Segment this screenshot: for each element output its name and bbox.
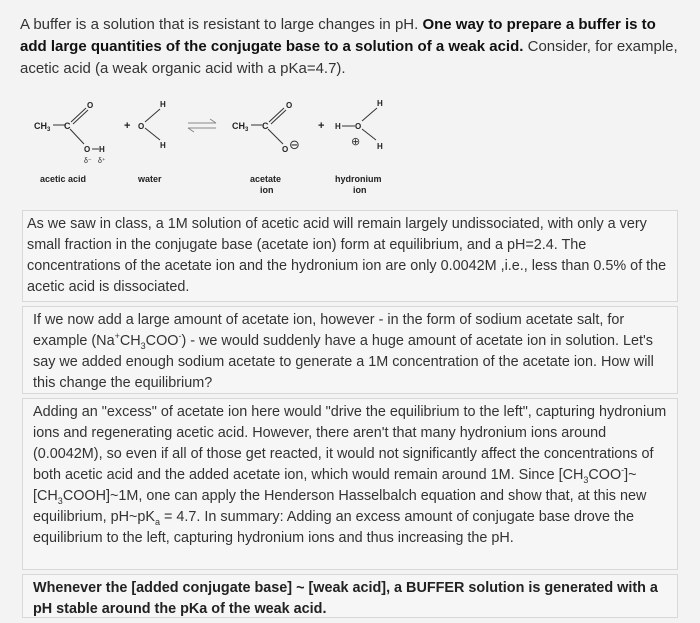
label-acetic-acid: acetic acid: [40, 174, 87, 184]
label-hydronium-ion: ion: [353, 185, 367, 195]
label-water: water: [138, 174, 162, 184]
intro-bold-text: One way to prepare a buffer is to add large quantities of the conjugate base to a solution of a weak acid.: [20, 16, 656, 55]
text-run: If we now add a large amount of acetate ion, however - in the form of sodium acetate salt, for example (Na: [33, 312, 625, 349]
hydronium-o: O: [355, 122, 362, 131]
superscript: +: [114, 331, 120, 342]
subscript: 3: [140, 340, 146, 351]
double-bond: [271, 110, 286, 124]
text-run: Adding an "excess" of acetate ion here would "drive the equilibrium to the left", capturing hydronium ions and regenerating acetic acid. However, there aren't that many hydronium ions around (0.0042M), so even if all of those get reacted, it would not significantly affect the concentrations of both acetic acid and the added acetate ion, which would remain around 1M. Since [CH: [33, 404, 667, 483]
text-run: COOH]~1M, one can apply the Henderson Hasselbalch equation and show that, at this new equilibrium, pH~pK: [33, 488, 647, 525]
text-run: COO: [588, 467, 622, 483]
bond: [70, 129, 84, 144]
subscript: a: [154, 516, 160, 527]
reaction-diagram: [0, 88, 420, 208]
subscript: 3: [583, 474, 589, 485]
superscript: -: [178, 331, 182, 342]
label-acetate: acetate: [250, 174, 282, 184]
hydronium-h-left: H: [335, 122, 341, 131]
plus-sign-2: +: [318, 120, 325, 132]
paragraph-dissociation: [22, 210, 678, 302]
superscript: -: [621, 465, 625, 476]
double-bond: [71, 108, 86, 122]
water-o: O: [138, 122, 145, 131]
hydronium-h-bottom: H: [377, 142, 383, 151]
double-bond: [73, 110, 88, 124]
acetate-o-top: O: [286, 101, 293, 110]
acetic-c: C: [64, 121, 71, 131]
equilibrium-arrow: [188, 119, 216, 132]
bond: [268, 129, 283, 144]
paragraph-dissociation-text: As we saw in class, a 1M solution of acetic acid will remain largely undissociated, with only a very small fraction in the conjugate base (acetate ion) form at equilibrium, and a pH=2.4. The concentrations of the acetate ion and the hydronium ion are only 0.0042M ,i.e., less than 0.5% of the acetic acid is dissociated.: [27, 216, 667, 295]
acetic-ch3: $CH_3$: [34, 121, 51, 133]
bond: [362, 108, 377, 121]
paragraph-equilibrium-shift: [22, 398, 678, 570]
hydronium-h-top: H: [377, 99, 383, 108]
acetic-o-top: O: [87, 101, 94, 110]
label-hydronium: hydronium: [335, 174, 382, 184]
paragraph-conclusion: [22, 574, 678, 618]
intro-text-end: Consider, for example, acetic acid (a weak organic acid with a pKa=4.7).: [20, 38, 678, 77]
minus-charge-icon: ⊖: [289, 137, 300, 152]
text-run: ]~[CH: [33, 467, 637, 504]
acetate-o-bottom: O: [282, 145, 289, 154]
text-run: = 4.7. In summary: Adding an excess amount of conjugate base drove the equilibrium to the left, capturing hydronium ions and thus increasing the pH.: [33, 509, 634, 546]
double-bond: [269, 108, 284, 122]
delta-plus: δ⁺: [98, 158, 106, 165]
paragraph-conclusion-text: Whenever the [added conjugate base] ~ [weak acid], a BUFFER solution is generated with a pH stable around the pKa of the weak acid.: [33, 580, 658, 617]
plus-charge-icon: ⊕: [351, 136, 361, 148]
paragraph-add-acetate: [22, 306, 678, 394]
label-acetate-ion: ion: [260, 185, 274, 195]
intro-paragraph: [20, 14, 684, 80]
subscript: 3: [57, 495, 63, 506]
text-run: ) - we would suddenly have a huge amount of acetate ion in solution. Let's say we added enough sodium acetate to generate a 1M concentration of the acetate ion. How will this change the equilibrium?: [33, 333, 654, 391]
bond: [145, 128, 160, 140]
acetate-c: C: [262, 121, 269, 131]
intro-text: A buffer is a solution that is resistant to large changes in pH.: [20, 16, 423, 33]
water-h-top: H: [160, 100, 166, 109]
bond: [145, 109, 160, 122]
water-h-bottom: H: [160, 141, 166, 150]
text-run: COO: [145, 333, 179, 349]
bond: [362, 129, 376, 140]
plus-sign: +: [124, 120, 131, 132]
delta-minus: δ⁻: [84, 158, 92, 165]
text-run: CH: [119, 333, 141, 349]
acetic-h: H: [99, 145, 105, 154]
acetate-ch3: $CH_3$: [232, 121, 249, 133]
acetic-o-bottom: O: [84, 145, 91, 154]
